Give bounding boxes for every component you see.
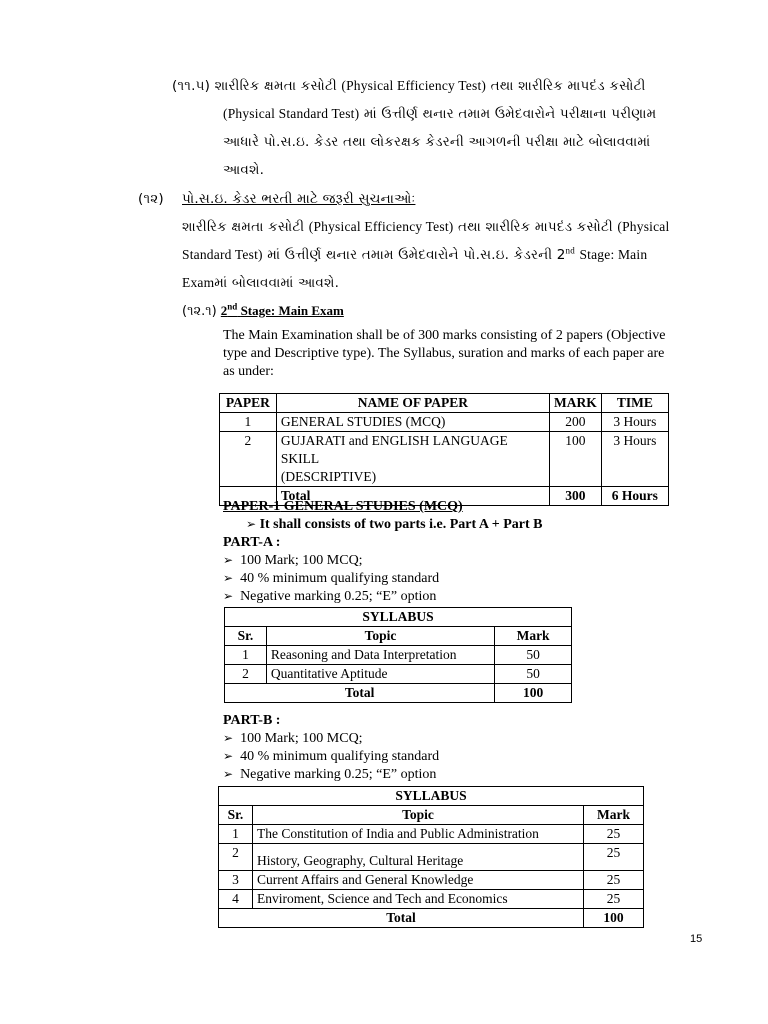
part-a-title: PART-A : xyxy=(223,535,281,550)
table-row: 3 Current Affairs and General Knowledge 25 xyxy=(219,871,644,890)
section-11-5-line-1: (૧૧.૫) શારીરિક ક્ષમતા કસોટી (Physical Efficiency Test) તથા શારીરિક માપદંડ કસોટી xyxy=(172,78,646,94)
syllabus-caption: SYLLABUS xyxy=(225,608,572,627)
table-row: 2 Quantitative Aptitude 50 xyxy=(225,665,572,684)
header-mark: MARK xyxy=(550,394,602,413)
section-12-title: પો.સ.ઇ. કેડર ભરતી માટે જરૂરી સુચનાઓઃ xyxy=(182,191,416,207)
section-12-line-3: Examમાં બોલાવવામાં આવશે. xyxy=(182,275,340,291)
arrow-bullet-icon: ➢ xyxy=(223,589,234,603)
part-a-bullet: ➢ 100 Mark; 100 MCQ; xyxy=(223,553,363,568)
part-b-bullet: ➢ Negative marking 0.25; “E” option xyxy=(223,767,437,782)
section-11-5-line-4: આવશે. xyxy=(223,162,265,178)
table-header-row: Sr. Topic Mark xyxy=(225,627,572,646)
section-12-1-para-1: The Main Examination shall be of 300 marks consisting of 2 papers (Objective xyxy=(223,328,666,343)
part-a-syllabus-table xyxy=(224,607,572,703)
table-row: 1 The Constitution of India and Public Administration 25 xyxy=(219,825,644,844)
table-row: 4 Enviroment, Science and Tech and Economics 25 xyxy=(219,890,644,909)
part-a-bullet: ➢ Negative marking 0.25; “E” option xyxy=(223,589,437,604)
part-b-bullet: ➢ 100 Mark; 100 MCQ; xyxy=(223,731,363,746)
header-name: NAME OF PAPER xyxy=(276,394,549,413)
table-header-row: Sr. Topic Mark xyxy=(219,806,644,825)
arrow-bullet-icon: ➢ xyxy=(223,767,234,781)
table-row: 2 GUJARATI and ENGLISH LANGUAGE SKILL (DESCRIPTIVE) 100 3 Hours xyxy=(220,432,669,487)
arrow-bullet-icon: ➢ xyxy=(246,517,257,531)
section-11-5-line-3: આધારે પો.સ.ઇ. કેડર તથા લોકરક્ષક કેડરની આગળની પરીક્ષા માટે બોલાવવામાં xyxy=(223,134,651,150)
main-exam-table xyxy=(219,393,669,506)
section-12-number: (૧૨) xyxy=(138,191,164,207)
syllabus-caption: SYLLABUS xyxy=(219,787,644,806)
page-number: 15 xyxy=(690,933,703,945)
header-paper: PAPER xyxy=(220,394,277,413)
paper-1-title: PAPER-1 GENERAL STUDIES (MCQ) xyxy=(223,499,463,514)
section-12-1-para-3: as under: xyxy=(223,364,274,379)
section-12-1-heading: (૧૨.૧) 2nd Stage: Main Exam xyxy=(182,301,344,319)
section-12-line-1: શારીરિક ક્ષમતા કસોટી (Physical Efficiency Test) તથા શારીરિક માપદંડ કસોટી (Physical xyxy=(182,219,670,235)
arrow-bullet-icon: ➢ xyxy=(223,571,234,585)
arrow-bullet-icon: ➢ xyxy=(223,731,234,745)
part-a-bullet: ➢ 40 % minimum qualifying standard xyxy=(223,571,440,586)
arrow-bullet-icon: ➢ xyxy=(223,749,234,763)
header-time: TIME xyxy=(601,394,668,413)
part-b-bullet: ➢ 40 % minimum qualifying standard xyxy=(223,749,440,764)
arrow-bullet-icon: ➢ xyxy=(223,553,234,567)
table-header-row xyxy=(220,394,669,413)
section-11-5-line-2: (Physical Standard Test) માં ઉત્તીર્ણ થનાર તમામ ઉમેદવારોને પરીક્ષાના પરીણામ xyxy=(223,106,657,122)
part-b-title: PART-B : xyxy=(223,713,281,728)
table-total-row: Total 100 xyxy=(219,909,644,928)
section-12-line-2: Standard Test) માં ઉત્તીર્ણ થનાર તમામ ઉમેદવારોને પો.સ.ઇ. કેડરની 2nd Stage: Main xyxy=(182,245,648,263)
section-12-1-para-2: type and Descriptive type). The Syllabus, suration and marks of each paper are xyxy=(223,346,665,361)
table-total-row: Total 300 6 Hours xyxy=(220,487,669,506)
paper-1-bullet: ➢ It shall consists of two parts i.e. Part A + Part B xyxy=(246,517,543,532)
table-row: 1 GENERAL STUDIES (MCQ) 200 3 Hours xyxy=(220,413,669,432)
part-b-syllabus-table xyxy=(218,786,644,928)
section-number: (૧૧.૫) xyxy=(172,78,211,94)
table-total-row: Total 100 xyxy=(225,684,572,703)
table-row: 1 Reasoning and Data Interpretation 50 xyxy=(225,646,572,665)
table-row: 2 History, Geography, Cultural Heritage 25 xyxy=(219,844,644,871)
